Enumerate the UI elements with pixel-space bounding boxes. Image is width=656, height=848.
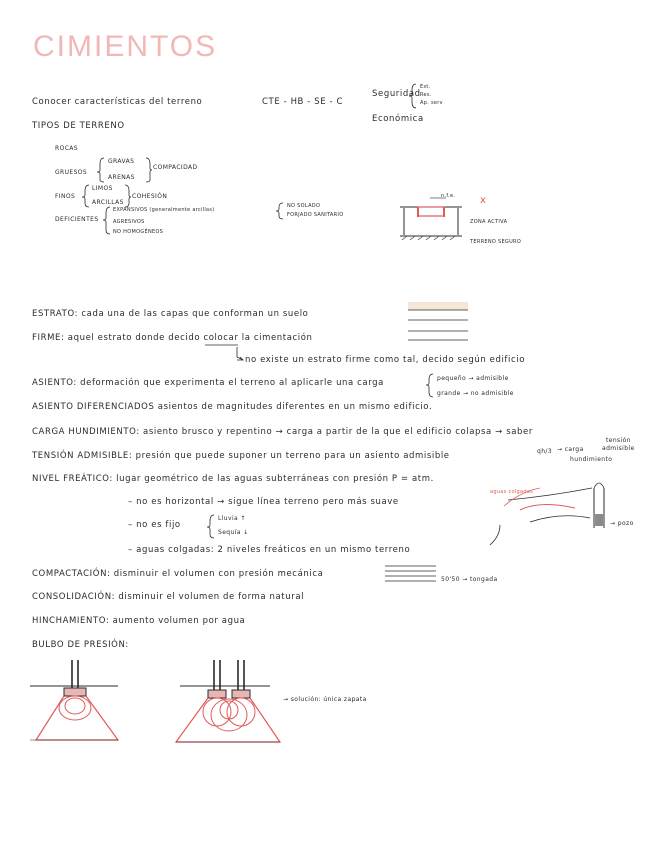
foundation-diagram (400, 198, 462, 240)
def-nivel: NIVEL FREÁTICO: lugar geométrico de las aguas subterráneas con presión P = atm. (32, 474, 434, 484)
terrain-item: GRAVAS (108, 158, 135, 165)
tension-note: hundimiento (570, 456, 613, 463)
nivel-option: Lluvia ↑ (218, 515, 246, 522)
def-compactacion: COMPACTACIÓN: disminuir el volumen con presión mecánica (32, 569, 324, 579)
def-carga: CARGA HUNDIMIENTO: asiento brusco y repentino → carga a partir de la que el edificio colapsa → saber (32, 427, 533, 437)
terrain-item: ARENAS (108, 174, 135, 181)
def-consolidacion: CONSOLIDACIÓN: disminuir el volumen de forma natural (32, 592, 305, 602)
diagram-label: n.f.e. (441, 193, 456, 199)
diagram-label: ZONA ACTIVA (470, 219, 508, 225)
pozo-label: → pozo (610, 520, 634, 527)
cross-mark: x (480, 195, 487, 206)
terrain-item: NO SOLADO (287, 203, 321, 209)
economica-label: Económica (372, 114, 424, 124)
def-estrato: ESTRATO: cada una de las capas que conforman un suelo (32, 309, 309, 319)
def-firme: FIRME: aquel estrato donde decido colocar la cimentación (32, 333, 313, 343)
terrain-item: DEFICIENTES (55, 216, 99, 223)
terrain-item: FINOS (55, 193, 76, 200)
nivel-bullet: – no es fijo (128, 520, 181, 530)
terrain-item: FORJADO SANITARIO (287, 212, 344, 218)
header-line: Conocer características del terreno (32, 97, 203, 107)
terrain-item: NO HOMOGÉNEOS (113, 229, 164, 235)
bulbo-solucion: → solución: única zapata (283, 696, 367, 703)
tension-note: → carga (557, 446, 584, 453)
asiento-option: pequeño → admisible (437, 375, 509, 382)
nivel-bullet: – aguas colgadas: 2 niveles freáticos en un mismo terreno (128, 545, 411, 555)
def-asiento-dif: ASIENTO DIFERENCIADOS asientos de magnitudes diferentes en un mismo edificio. (32, 402, 433, 412)
def-asiento: ASIENTO: deformación que experimenta el terreno al aplicarle una carga (32, 378, 384, 388)
code-reference: CTE - HB - SE - C (262, 97, 344, 107)
section-heading: TIPOS DE TERRENO (32, 121, 125, 131)
pressure-bulb-double (176, 660, 280, 742)
seguridad-item: Ap. serv (420, 100, 443, 106)
diagram-label: TERRENO SEGURO (470, 239, 522, 245)
nivel-bullet: – no es horizontal → sigue línea terreno pero más suave (128, 497, 399, 507)
seguridad-item: Est. (420, 84, 431, 90)
terrain-item: EXPANSIVOS (generalmente arcillas) (113, 207, 215, 213)
pozo-sketch (504, 483, 604, 528)
compactacion-note: 50'50 → tongada (441, 576, 498, 583)
carga-note: tensión (606, 437, 631, 444)
terrain-item: ROCAS (55, 145, 78, 152)
aguas-colgadas-label: aguas colgadas (490, 489, 534, 495)
carga-note: admisible (602, 445, 635, 452)
brackets (82, 84, 500, 545)
def-bulbo: BULBO DE PRESIÓN: (32, 640, 129, 650)
strata-sketch (408, 302, 468, 340)
pressure-bulb-single (30, 660, 118, 740)
asiento-option: grande → no admisible (437, 390, 514, 397)
seguridad-label: Seguridad (372, 89, 421, 99)
terrain-item: ARCILLAS (92, 199, 124, 206)
terrain-item: AGRESIVOS (113, 219, 145, 225)
terrain-item: COHESIÓN (132, 193, 168, 200)
def-firme-note: no existe un estrato firme como tal, decido según edificio (245, 355, 525, 365)
seguridad-item: Res. (420, 92, 432, 98)
tension-fraction: qh/3 (537, 448, 553, 455)
def-tension: TENSIÓN ADMISIBLE: presión que puede suponer un terreno para un asiento admisible (32, 451, 450, 461)
nivel-option: Sequía ↓ (218, 529, 249, 536)
def-hinchamiento: HINCHAMIENTO: aumento volumen por agua (32, 616, 246, 626)
terrain-item: GRUESOS (55, 169, 88, 176)
terrain-item: COMPACIDAD (153, 164, 198, 171)
page-title: CIMIENTOS (33, 30, 218, 63)
terrain-item: LIMOS (92, 185, 113, 192)
compaction-sketch (385, 566, 436, 581)
